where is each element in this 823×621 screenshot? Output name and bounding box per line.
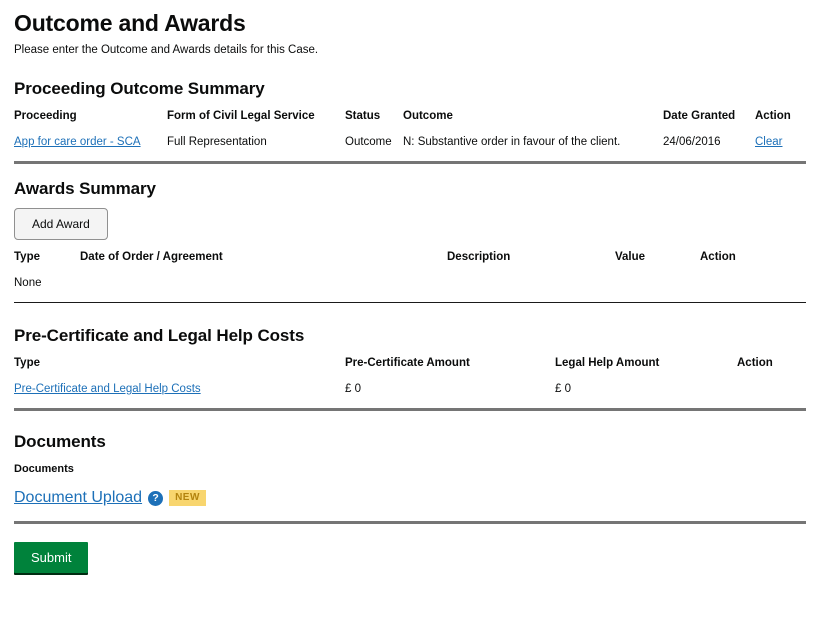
column-header-outcome: Outcome (403, 110, 453, 122)
proceeding-link[interactable]: App for care order - SCA (14, 136, 141, 148)
help-icon[interactable]: ? (148, 491, 163, 506)
column-header-action: Action (737, 357, 773, 369)
awards-empty-cell: None (14, 277, 42, 289)
column-header-value: Value (615, 251, 646, 263)
submit-button[interactable]: Submit (14, 542, 88, 573)
column-header-status: Status (345, 110, 381, 122)
page-subtitle: Please enter the Outcome and Awards details for this Case. (14, 44, 319, 56)
document-upload-row (14, 484, 806, 524)
proceeding-outcome-table (14, 99, 806, 164)
proceeding-outcome-row (14, 131, 806, 163)
proceeding-outcome-header-row (14, 99, 806, 131)
column-header-precert-amount: Pre-Certificate Amount (345, 357, 470, 369)
column-header-date-granted: Date Granted (663, 110, 736, 122)
column-header-action: Action (755, 110, 791, 122)
column-header-type: Type (14, 251, 40, 263)
awards-summary-heading: Awards Summary (14, 179, 156, 198)
proceeding-outcome-heading: Proceeding Outcome Summary (14, 79, 265, 98)
outcome-cell: N: Substantive order in favour of the client. (403, 136, 621, 148)
documents-header-row (14, 452, 806, 484)
column-header-proceeding: Proceeding (14, 110, 77, 122)
add-award-button[interactable]: Add Award (14, 208, 108, 240)
awards-empty-row (14, 272, 806, 303)
precert-link[interactable]: Pre-Certificate and Legal Help Costs (14, 383, 201, 395)
awards-header-row (14, 240, 806, 272)
new-badge: NEW (169, 490, 206, 506)
precert-heading: Pre-Certificate and Legal Help Costs (14, 326, 305, 345)
column-header-description: Description (447, 251, 511, 263)
documents-heading: Documents (14, 432, 106, 451)
legal-help-amount-cell: £ 0 (555, 383, 571, 395)
column-header-date-of-order: Date of Order / Agreement (80, 251, 223, 263)
precert-amount-cell: £ 0 (345, 383, 361, 395)
column-header-form-of-service: Form of Civil Legal Service (167, 110, 315, 122)
precert-row (14, 378, 806, 410)
precert-action-cell (737, 378, 806, 410)
form-of-service-cell: Full Representation (167, 136, 267, 148)
document-upload-link[interactable]: Document Upload (14, 489, 143, 506)
column-header-action: Action (700, 251, 736, 263)
column-header-documents: Documents (14, 463, 74, 475)
date-granted-cell: 24/06/2016 (663, 136, 721, 148)
clear-link[interactable]: Clear (755, 136, 783, 148)
precert-table (14, 346, 806, 411)
page-title: Outcome and Awards (14, 10, 246, 36)
awards-summary-table (14, 240, 806, 303)
column-header-legal-help-amount: Legal Help Amount (555, 357, 660, 369)
column-header-type: Type (14, 357, 40, 369)
precert-header-row (14, 346, 806, 378)
status-cell: Outcome (345, 136, 392, 148)
documents-table (14, 452, 806, 484)
